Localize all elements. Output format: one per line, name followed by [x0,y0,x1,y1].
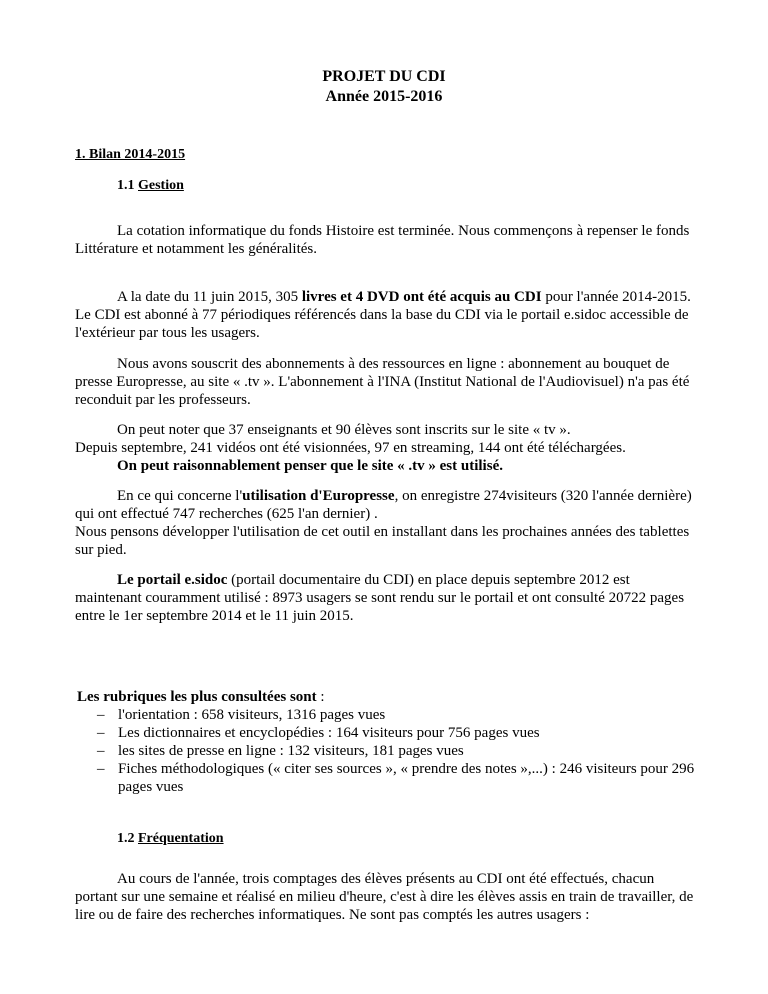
text-run: : [316,689,325,705]
subsection-heading-gestion [117,177,184,195]
subsection-label: Fréquentation [138,831,224,846]
subsection-number: 1.2 [117,831,135,846]
paragraph-abonnements: Nous avons souscrit des abonnements à des ressources en ligne : abonnement au bouquet de presse Europresse, au site « .tv ». L'abonnement à l'INA (Institut National de l'Audiovisuel) n'a pas été reconduit par les professeurs. [75,356,690,408]
paragraph-europresse [75,487,695,559]
text-line: On peut noter que 37 enseignants et 90 élèves sont inscrits sur le site « tv ». [117,422,571,438]
paragraph-site-tv [75,421,695,475]
section-heading-bilan [75,146,185,164]
text-line: Depuis septembre, 241 vidéos ont été visionnées, 97 en streaming, 144 ont été téléchargées. [75,440,626,456]
bold-line: On peut raisonnablement penser que le site « .tv » est utilisé. [117,458,503,474]
section-number: 1. [75,147,86,162]
subsection-number: 1.1 [117,178,135,193]
paragraph-portail [75,571,695,625]
document-title: PROJET DU CDI [322,68,446,85]
text-run: , on enregistre 274visiteurs (320 l'année dernière) qui ont effectué 747 recherches (625 l'an dernier) . [75,488,692,522]
rubriques-heading [77,688,697,706]
subsection-label: Gestion [138,178,184,193]
section-label: Bilan 2014-2015 [89,147,186,162]
list-item: – les sites de presse en ligne : 132 visiteurs, 181 pages vues [97,742,697,760]
paragraph-comptages: Au cours de l'année, trois comptages des élèves présents au CDI ont été effectués, chacun portant sur une semaine et réalisé en milieu d'heure, c'est à dire les élèves assis en train de travailler, de lire ou de faire des recherches informatiques. Ne sont pas comptés les autres usagers : [75,871,694,923]
text-run: (portail documentaire du CDI) en place depuis septembre 2012 est maintenant couramment utilisé : 8973 usagers se sont rendu sur le portail et ont consulté 20722 pages entre le 1er septembre 2014 et le 11 juin 2015. [75,572,685,624]
paragraph-cotation: La cotation informatique du fonds Histoire est terminée. Nous commençons à repenser le fonds Littérature et notamment les généralités. [75,223,690,257]
document-subtitle: Année 2015-2016 [325,88,443,105]
paragraph-acquisitions [75,288,695,342]
text-run: pour l'année 2014-2015. Le CDI est abonné à 77 périodiques référencés dans la base du CDI via le portail e.sidoc accessible de l'extérieur par tous les usagers. [75,289,691,341]
list-item: – Fiches méthodologiques (« citer ses sources », « prendre des notes »,...) : 246 visiteurs pour 296 pages vues [97,760,697,796]
bold-run: Le portail e.sidoc [117,572,228,588]
text-run: A la date du 11 juin 2015, 305 [117,289,302,305]
rubriques-list [97,706,697,796]
list-item: – Les dictionnaires et encyclopédies : 164 visiteurs pour 756 pages vues [97,724,697,742]
text-line: Nous pensons développer l'utilisation de cet outil en installant dans les prochaines années des tablettes sur pied. [75,524,690,558]
bold-run: Les rubriques les plus consultées sont [77,689,317,705]
list-item: – l'orientation : 658 visiteurs, 1316 pages vues [97,706,697,724]
bold-run: livres et 4 DVD ont été acquis au CDI [301,289,542,305]
subsection-heading-frequentation [117,830,224,848]
text-run: En ce qui concerne l' [117,488,243,504]
bold-run: utilisation d'Europresse [242,488,395,504]
